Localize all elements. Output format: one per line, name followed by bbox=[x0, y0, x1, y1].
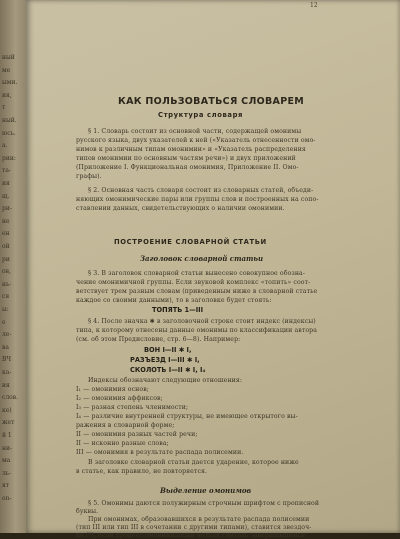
paragraph-4-line-2: типа, к которому отнесены данные омонимы по классификации автора bbox=[76, 327, 318, 334]
previous-page-fragment: ВЧ bbox=[2, 356, 12, 364]
index-line-7: II — исконно разные слова; bbox=[76, 440, 169, 447]
page-number: 12 bbox=[310, 2, 318, 9]
previous-page-fragment: ы: bbox=[2, 306, 9, 313]
previous-page-fragment: ме bbox=[2, 66, 11, 74]
previous-page-fragment: ия, bbox=[2, 91, 12, 99]
previous-page-fragment: ят bbox=[2, 482, 10, 490]
paragraph-4-line-3: (см. об этом Предисловие, стр. 6—8). Например: bbox=[76, 336, 241, 343]
paragraph-6-line-3: При омонимах, образовавшихся в результате распада полисемии bbox=[88, 516, 310, 523]
paragraph-3-line-4: каждое со своими данными), то в заголовке будет стоять: bbox=[76, 297, 272, 304]
page-title: КАК ПОЛЬЗОВАТЬСЯ СЛОВАРЕМ bbox=[118, 96, 305, 107]
section-heading-article-construction: ПОСТРОЕНИЕ СЛОВАРНОЙ СТАТЬИ bbox=[114, 238, 267, 246]
previous-page-fragment: ле- bbox=[2, 331, 12, 339]
paragraph-3-line-2: чение омонимичной группы. Если звуковой комплекс «топить» соот- bbox=[76, 279, 311, 286]
previous-page-fragment: ся bbox=[2, 293, 10, 301]
paragraph-4-line-1: § 4. После значка ✱ в заголовочной строке стоит индекс (индексы) bbox=[88, 318, 316, 325]
previous-page-fragment: ен bbox=[2, 230, 10, 238]
index-line-4: I₄ — различие внутренней структуры, не имеющее открытого вы- bbox=[76, 413, 298, 420]
previous-page-fragment: слов. bbox=[2, 394, 19, 402]
previous-page-fragment: та- bbox=[2, 167, 11, 175]
previous-page-fragment: ри bbox=[2, 255, 10, 263]
previous-page-fragment: юсь. bbox=[2, 129, 16, 137]
previous-page-fragment: ль- bbox=[2, 469, 12, 477]
previous-page-fragment: ва bbox=[2, 343, 9, 351]
indices-intro: Индексы обозначают следующие отношения: bbox=[88, 377, 243, 384]
previous-page-fragment: е bbox=[2, 318, 6, 326]
paragraph-1-line-5: (Приложение I. Функциональная омонимия, Приложение II. Омо- bbox=[76, 164, 299, 171]
previous-page-fragment: ыми. bbox=[2, 79, 18, 87]
subsection-heading-homonym-marking: Выделение омонимов bbox=[160, 486, 252, 495]
paragraph-6-line-4: (тип III или тип III в сочетании с другими типами), ставится звездоч- bbox=[76, 524, 312, 531]
paragraph-6-line-1: § 5. Омонимы даются полужирным строчным шрифтом с прописной bbox=[88, 500, 320, 507]
previous-page-fragment: т bbox=[2, 104, 6, 112]
index-line-5: ражения в словарной форме; bbox=[76, 422, 175, 429]
paragraph-6-line-5: ка (*), если процесс омонимизации нельзя считать завершившимся bbox=[76, 532, 306, 539]
previous-page-fragment: ка- bbox=[2, 369, 12, 376]
paragraph-5-line-2: в статье, как правило, не повторяется. bbox=[76, 468, 208, 475]
previous-page-fragment: щ. bbox=[2, 192, 10, 200]
section-heading-structure: Структура словаря bbox=[158, 111, 244, 119]
example-headword-razezd: РАЗЪЕЗД I—III ✱ I, bbox=[130, 356, 200, 364]
paragraph-2-line-3: ставлении данных, свидетельствующих о наличии омонимии. bbox=[76, 205, 285, 212]
previous-page-fragment: ный bbox=[2, 54, 15, 61]
previous-page-fragment: ия bbox=[2, 180, 10, 187]
previous-page-fragment: ный. bbox=[2, 117, 17, 124]
paragraph-6-line-2: буквы. bbox=[76, 508, 99, 515]
index-line-2: I₂ — омонимия аффиксов; bbox=[76, 395, 163, 402]
previous-page-fragment: рии: bbox=[2, 154, 16, 162]
example-headword-skolot: СКОЛОТЬ I—II ✱ I, I₄ bbox=[130, 366, 206, 374]
book-page bbox=[26, 0, 400, 539]
paragraph-2-line-1: § 2. Основная часть словаря состоит из словарных статей, объеди- bbox=[88, 187, 314, 194]
previous-page-fragment: ни- bbox=[2, 444, 13, 452]
paragraph-3-line-3: ветствует трем разным словам (приведенным ниже в словарной статье bbox=[76, 288, 318, 295]
index-line-1: I₁ — омонимия основ; bbox=[76, 386, 149, 393]
paragraph-3-line-1: § 3. В заголовок словарной статьи вынесено совокупное обозна- bbox=[88, 270, 306, 277]
previous-page-fragment: ма bbox=[2, 457, 11, 465]
previous-page-fragment: й 1 bbox=[2, 432, 12, 439]
previous-page-fragment: нь- bbox=[2, 280, 12, 288]
previous-page-fragment: ия bbox=[2, 381, 10, 389]
previous-page-fragment: жет bbox=[2, 419, 15, 427]
subsection-heading-article-title: Заголовок словарной статьи bbox=[140, 254, 264, 263]
previous-page-fragment: ой bbox=[2, 243, 10, 250]
example-headword-topit: ТОПЯТЬ 1—III bbox=[152, 306, 204, 314]
example-headword-von: ВОН I—II ✱ I, bbox=[144, 346, 192, 354]
paragraph-1-line-3: нимов к различным типам омонимии» и «Указатель распределения bbox=[76, 146, 306, 153]
previous-page-fragment: ов, bbox=[2, 268, 11, 276]
previous-page-fragment: не bbox=[2, 217, 10, 225]
previous-page-fragment: ке) bbox=[2, 406, 12, 414]
previous-page-fragment: on- bbox=[2, 495, 12, 502]
index-line-3: I₃ — разная степень членимости; bbox=[76, 404, 189, 411]
paragraph-2-line-2: няющих омонимические пары или группы слов и построенных на сопо- bbox=[76, 196, 319, 203]
index-line-8: III — омонимия в результате распада полисемии. bbox=[76, 449, 244, 456]
previous-page-edge bbox=[0, 0, 28, 533]
previous-page-fragment: а. bbox=[2, 142, 8, 150]
paragraph-1-line-1: § 1. Словарь состоит из основной части, содержащей омонимы bbox=[88, 128, 302, 135]
previous-page-fragment: ри- bbox=[2, 205, 12, 213]
paragraph-1-line-2: русского языка, двух указателей к ней («Указатель отнесенности омо- bbox=[76, 137, 316, 144]
paragraph-1-line-6: графы). bbox=[76, 173, 102, 180]
paragraph-1-line-4: типов омонимии по основным частям речи») и двух приложений bbox=[76, 155, 296, 162]
paragraph-5-line-1: В заголовке словарной статьи дается ударение, которое ниже bbox=[88, 459, 299, 466]
index-line-6: II — омонимия разных частей речи; bbox=[76, 431, 198, 438]
